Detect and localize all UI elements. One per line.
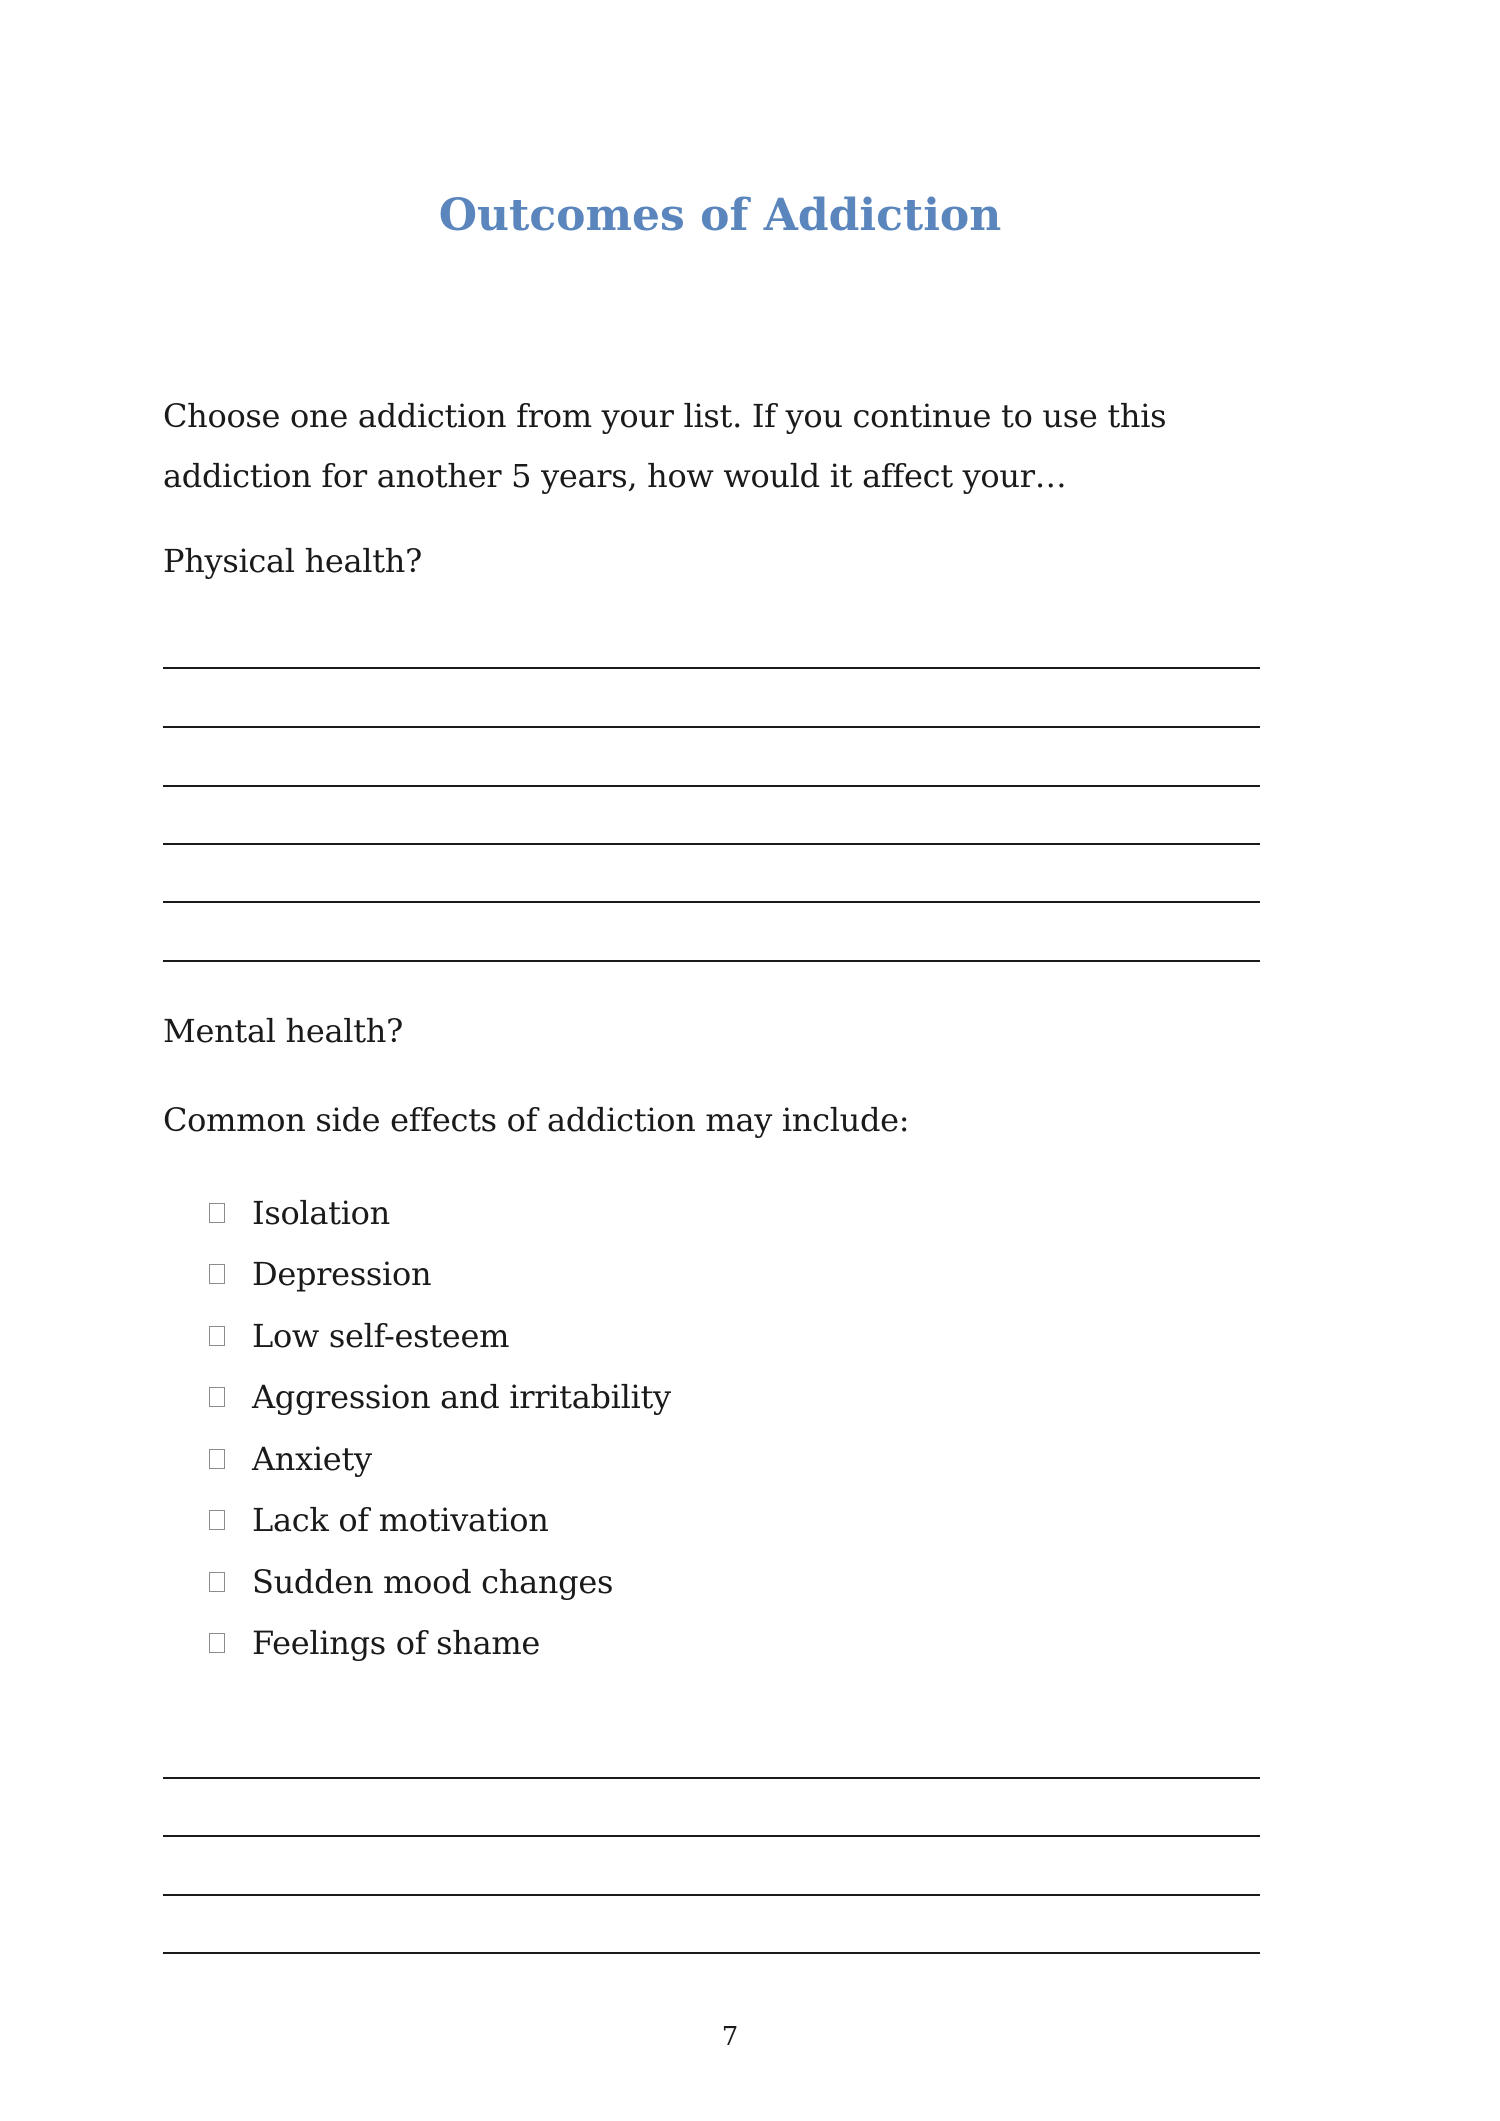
answer-line[interactable]: [163, 1777, 1260, 1779]
side-effects-checklist: [209, 1182, 671, 1674]
checkbox-icon[interactable]: [209, 1203, 225, 1223]
checklist-item: [209, 1305, 671, 1367]
checklist-item-label: Low self-esteem: [252, 1316, 510, 1355]
intro-text: Choose one addiction from your list. If you continue to use this addiction for another 5 years, how would it affect your…: [163, 397, 1167, 495]
checklist-item-label: Isolation: [252, 1193, 390, 1232]
checklist-item-label: Anxiety: [252, 1439, 372, 1478]
checkbox-icon[interactable]: [209, 1633, 225, 1653]
checklist-item: [209, 1244, 671, 1306]
checklist-item-label: Sudden mood changes: [252, 1562, 614, 1601]
checkbox-icon[interactable]: [209, 1264, 225, 1284]
checkbox-icon[interactable]: [209, 1326, 225, 1346]
answer-line[interactable]: [163, 667, 1260, 669]
checklist-item-label: Lack of motivation: [252, 1501, 549, 1540]
checkbox-icon[interactable]: [209, 1387, 225, 1407]
answer-line[interactable]: [163, 785, 1260, 787]
checklist-item: [209, 1367, 671, 1429]
page-title: Outcomes of Addiction: [438, 190, 1002, 241]
answer-line[interactable]: [163, 843, 1260, 845]
answer-line[interactable]: [163, 726, 1260, 728]
checkbox-icon[interactable]: [209, 1572, 225, 1592]
checkbox-icon[interactable]: [209, 1449, 225, 1469]
mental-health-question: Mental health?: [163, 1012, 403, 1050]
answer-line[interactable]: [163, 1952, 1260, 1954]
page-number: 7: [721, 2022, 739, 2052]
answer-line[interactable]: [163, 1894, 1260, 1896]
answer-line[interactable]: [163, 1835, 1260, 1837]
checklist-item: [209, 1428, 671, 1490]
common-side-effects-label: Common side effects of addiction may include:: [163, 1101, 910, 1139]
checklist-item-label: Depression: [252, 1255, 432, 1294]
answer-line[interactable]: [163, 960, 1260, 962]
checklist-item: [209, 1182, 671, 1244]
checkbox-icon[interactable]: [209, 1510, 225, 1530]
checklist-item-label: Feelings of shame: [252, 1624, 541, 1663]
checklist-item-label: Aggression and irritability: [252, 1378, 671, 1417]
checklist-item: [209, 1551, 671, 1613]
checklist-item: [209, 1490, 671, 1552]
answer-line[interactable]: [163, 901, 1260, 903]
physical-health-question: Physical health?: [163, 542, 422, 580]
checklist-item: [209, 1613, 671, 1675]
